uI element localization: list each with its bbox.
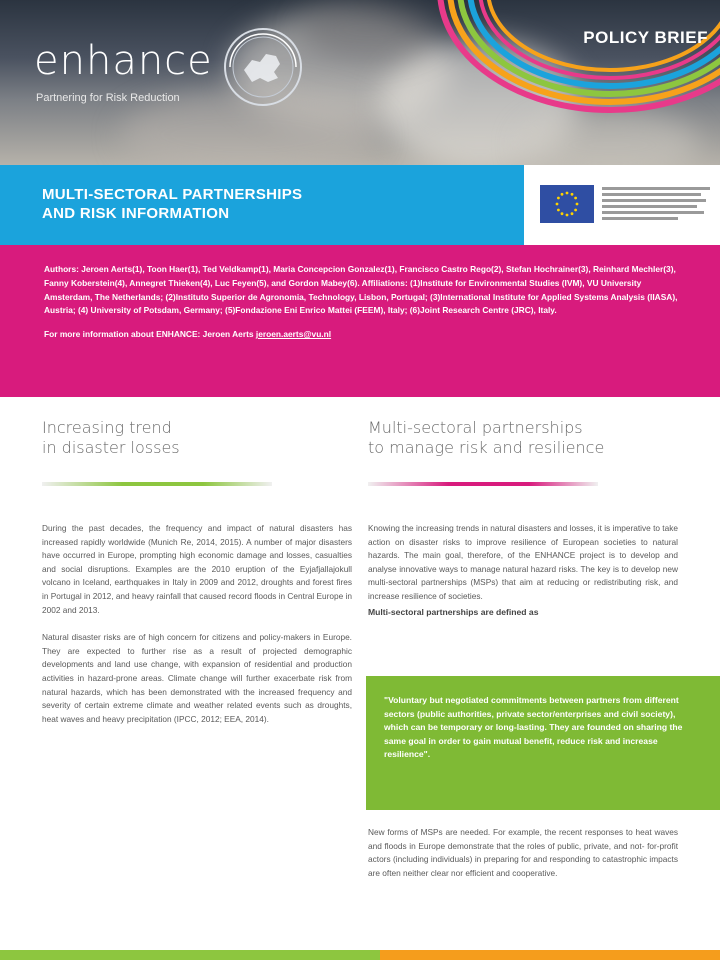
contact-email-link[interactable]: jeroen.aerts@vu.nl [255,329,332,340]
heading-line: in disaster losses [42,438,180,457]
section-divider [368,482,598,486]
eu-funding-box [524,165,720,245]
section-heading-partnerships [368,418,678,458]
authors-band [0,245,720,397]
body-paragraph: Knowing the increasing trends in natural disasters and losses, it is imperative to take action on disaster risks to improve resilience of European societies to natural hazards. The main goal, therefore, of the ENHANCE project is to develop and analyse innovative ways to manage natural hazard risks. The key is to develop new multi-sectoral partnerships (MSPs) that aim at reducing or redistributing risk, and increase resilience of societies. [368,523,678,601]
right-column [368,418,678,619]
page-title-line2: AND RISK INFORMATION [42,205,230,222]
header-banner [0,0,720,165]
definition-quote-box: "Voluntary but negotiated commitments between partners from different sectors (public authorities, private sector/enterprises and civil society), which can be temporary or long-lasting. They are founded on sharing the same goal in order to gain mutual benefit, reduce risk and increase resilience". [366,676,720,810]
contact-prefix: For more information about ENHANCE: Jeroen Aerts [44,329,254,340]
logo-tagline: Partnering for Risk Reduction [36,92,180,104]
eu-funding-text [602,187,710,223]
eu-flag-icon [540,185,594,223]
left-column [42,418,352,726]
authors-text: Authors: Jeroen Aerts(1), Toon Haer(1), Ted Veldkamp(1), Maria Concepcion Gonzalez(1), Francisco Castro Rego(2), Stefan Hochrainer(3), Reinhard Mechler(3), Fanny Koberstein(4), Annegret Thieken(4), Luc Feyen(5), and Gordon Mabey(6). Affiliations: (1)Institute for Environmental Studies (IVM), VU University Amsterdam, The Netherlands; (2)Instituto Superior de Agronomia, Technology, Lisbon, Portugal; (3)International Institute for Applied Systems Analysis (IIASA), Austria; (4) University of Potsdam, Germany; (5)Fondazione Eni Enrico Mattei (FEEM), Italy; (6)Joint Research Centre (JRC), Italy. [44,264,678,316]
footer-bar-green [0,950,380,960]
title-band [0,165,524,245]
section-heading-trend [42,418,352,458]
heading-line: to manage risk and resilience [368,438,605,457]
body-paragraph: New forms of MSPs are needed. For example, the recent responses to heat waves and floods in Europe demonstrate that the roles of public, private, and not- for-profit actors (including individuals) in preparing for and responding to catastrophic impacts are often neither clear nor efficient and cooperative. [368,827,678,878]
decorative-arcs-icon [400,0,720,140]
page-title-line1: MULTI-SECTORAL PARTNERSHIPS [42,186,303,203]
policy-brief-badge: POLICY BRIEF [583,28,708,47]
definition-lead: Multi-sectoral partnerships are defined as [368,606,539,617]
footer-bar-orange [380,950,720,960]
contact-info [44,328,684,342]
body-paragraph: During the past decades, the frequency and impact of natural disasters has increased rapidly worldwide (Munich Re, 2014, 2015). A number of major disasters have occurred in Europe, prompting high economic damage and losses, casualties and social disruptions. Examples are the 2010 eruption of the Eyjafjallajokull volcano in Iceland, earthquakes in Italy in 2009 and 2012, droughts and forest fires in Portugal in 2012, and heavy rainfall that caused record floods in Central Europe in 2002 and 2013. [42,523,352,615]
body-paragraph: Natural disaster risks are of high concern for citizens and policy-makers in Europe. They are expected to further rise as a result of projected demographic developments and land use change, with expansion of residential and production activities in hazard-prone areas. Climate change will further exacerbate risk from natural hazards, which has been demonstrated with the increased frequency and severity of certain extreme climate and weather related events such as droughts, heat waves and heavy precipitation (IPCC, 2012; EEA, 2014). [42,632,352,724]
globe-icon [222,26,304,108]
heading-line: Increasing trend [42,418,172,437]
heading-line: Multi-sectoral partnerships [368,418,583,437]
enhance-logo: enhance [34,38,213,84]
section-divider [42,482,272,486]
